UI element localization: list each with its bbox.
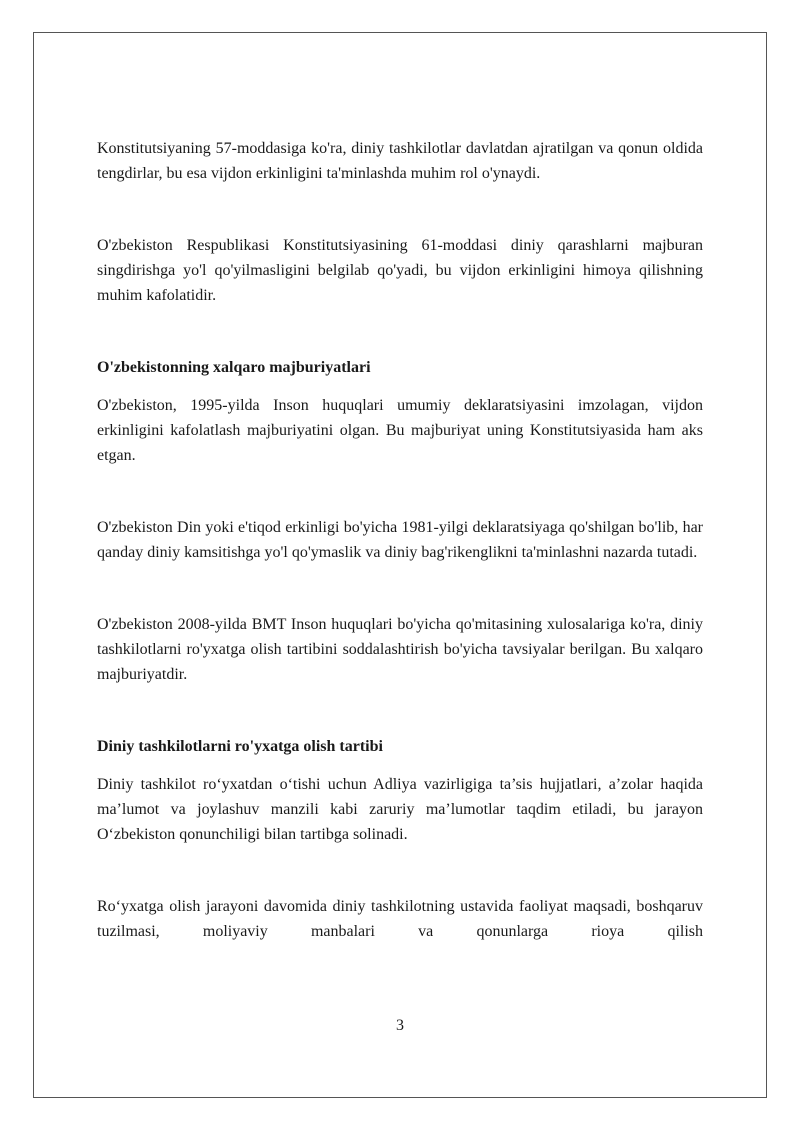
paragraph-article-57: Konstitutsiyaning 57-moddasiga ko'ra, diniy tashkilotlar davlatdan ajratilgan va qonun oldida tengdirlar, bu esa vijdon erkinligini ta'minlashda muhim rol o'ynaydi.: [97, 140, 703, 182]
heading-registration-procedure: Diniy tashkilotlarni ro'yxatga olish tartibi: [97, 738, 383, 755]
page-number: 3: [396, 1017, 404, 1034]
paragraph-registration-documents: Diniy tashkilot ro‘yxatdan o‘tishi uchun Adliya vazirligiga ta’sis hujjatlari, a’zolar haqida ma’lumot va joylashuv manzili kabi zaruriy ma’lumotlar taqdim etiladi, bu jarayon O‘zbekiston qonunchiligi bilan tartibga solinadi.: [97, 776, 703, 843]
paragraph-un-committee-2008: O'zbekiston 2008-yilda BMT Inson huquqlari bo'yicha qo'mitasining xulosalariga ko'ra, diniy tashkilotlarni ro'yxatga olish tartibini soddalashtirish bo'yicha tavsiyalar berilgan. Bu xalqaro majburiyatdir.: [97, 616, 703, 683]
paragraph-registration-process: Ro‘yxatga olish jarayoni davomida diniy tashkilotning ustavida faoliyat maqsadi, boshqaruv tuzilmasi, moliyaviy manbalari va qonunlarga rioya qilish: [97, 898, 703, 940]
paragraph-udhr-1995: O'zbekiston, 1995-yilda Inson huquqlari umumiy deklaratsiyasini imzolagan, vijdon erkinligini kafolatlash majburiyatini olgan. Bu majburiyat uning Konstitutsiyasida ham aks etgan.: [97, 397, 703, 464]
paragraph-declaration-1981: O'zbekiston Din yoki e'tiqod erkinligi bo'yicha 1981-yilgi deklaratsiyaga qo'shilgan bo'lib, har qanday diniy kamsitishga yo'l qo'ymaslik va diniy bag'rikenglikni ta'minlashni nazarda tutadi.: [97, 519, 703, 561]
document-body: [97, 136, 703, 944]
heading-international-obligations: O'zbekistonning xalqaro majburiyatlari: [97, 359, 371, 376]
paragraph-article-61: O'zbekiston Respublikasi Konstitutsiyasining 61-moddasi diniy qarashlarni majburan singdirishga yo'l qo'yilmasligini belgilab qo'yadi, bu vijdon erkinligini himoya qilishning muhim kafolatidir.: [97, 237, 703, 304]
